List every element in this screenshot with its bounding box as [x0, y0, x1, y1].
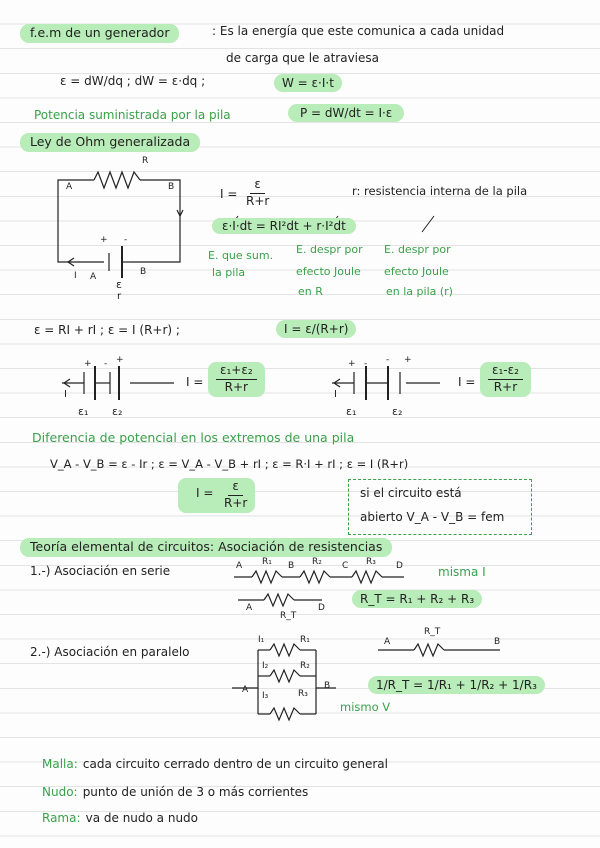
rt-serie-A: A: [246, 603, 253, 613]
serie-B: B: [288, 561, 295, 571]
balance-label-7: efecto Joule: [384, 265, 449, 278]
ddp-equation: V_A - V_B = ε - Ir ; ε = V_A - V_B + rI ; ε = R·I + rI ; ε = I (R+r): [50, 457, 409, 471]
rama-term: Rama:: [42, 811, 81, 825]
label-r: r: [117, 291, 122, 302]
misma-i: misma I: [438, 565, 486, 579]
left-e2: ε₂: [112, 405, 123, 418]
ddp-num: ε: [228, 480, 243, 496]
right-e1: ε₁: [346, 405, 357, 418]
label-minus: -: [124, 235, 128, 245]
rt-par-B: B: [494, 637, 501, 647]
serie-A: A: [236, 561, 243, 571]
fem-title: f.e.m de un generador: [20, 24, 179, 43]
label-I: I: [74, 271, 77, 281]
work-equation: W = ε·I·t: [274, 74, 342, 92]
ohm-equation-highlight: I = ε/(R+r): [276, 320, 356, 338]
nudo-text: punto de unión de 3 o más corrientes: [82, 785, 309, 799]
left-I: I: [64, 389, 67, 400]
ddp-title: Diferencia de potencial en los extremos de una pila: [32, 430, 355, 445]
label-plus: +: [100, 235, 108, 245]
energy-balance: ε·I·dt = RI²dt + r·I²dt: [212, 218, 356, 234]
par-I2: I₂: [262, 661, 269, 671]
rt-serie-D: D: [318, 603, 325, 613]
par-I3: I₃: [262, 691, 269, 701]
paralelo-label: 2.-) Asociación en paralelo: [30, 645, 190, 659]
ohm-title: Ley de Ohm generalizada: [20, 133, 200, 152]
paralelo-equation: 1/R_T = 1/R₁ + 1/R₂ + 1/R₃: [368, 676, 545, 694]
definition-malla: [42, 753, 388, 772]
right-I: I: [334, 389, 337, 400]
right-den: R+r: [493, 379, 518, 394]
par-I1: I₁: [258, 635, 265, 645]
nudo-term: Nudo:: [42, 785, 78, 799]
rt-serie-label: R_T: [280, 611, 297, 621]
serie-R2: R₂: [312, 557, 322, 567]
right-num: ε₁-ε₂: [488, 364, 523, 380]
ddp-i-lhs: I =: [196, 486, 214, 500]
balance-label-5: en R: [298, 285, 323, 298]
internal-resistance-note: r: resistencia interna de la pila: [352, 184, 528, 198]
malla-term: Malla:: [42, 757, 78, 771]
par-R2: R₂: [300, 661, 310, 671]
ohm-equation-line: ε = RI + rI ; ε = I (R+r) ;: [34, 323, 180, 337]
balance-label-4: efecto Joule: [296, 265, 361, 278]
balance-label-8: en la pila (r): [386, 285, 453, 298]
right-plus: +: [348, 359, 356, 369]
left-den: R+r: [224, 379, 248, 394]
definition-rama: [42, 807, 198, 826]
box-line-1: si el circuito está: [360, 486, 462, 500]
right-e2: ε₂: [392, 405, 403, 418]
mismo-v: mismo V: [340, 700, 391, 714]
balance-label-2: la pila: [212, 266, 246, 279]
serie-R1: R₁: [262, 557, 272, 567]
right-minus-2: -: [386, 355, 390, 365]
ddp-den: R+r: [224, 495, 248, 510]
par-A: A: [242, 685, 249, 695]
current-lhs: I =: [220, 187, 238, 201]
potencia-label: Potencia suministrada por la pila: [34, 108, 231, 122]
balance-label-1: E. que sum.: [208, 249, 274, 262]
current-denominator: R+r: [246, 193, 270, 208]
label-B: B: [168, 182, 175, 192]
label-A: A: [66, 182, 73, 192]
label-eps: ε: [116, 278, 122, 291]
left-plus: +: [84, 359, 92, 369]
right-current-fraction: [480, 362, 531, 397]
label-A2: A: [90, 272, 97, 282]
balance-label-3: E. despr por: [296, 243, 363, 256]
left-e1: ε₁: [78, 405, 89, 418]
box-line-2: abierto V_A - V_B = fem: [360, 510, 505, 524]
left-num: ε₁+ε₂: [216, 364, 257, 380]
serie-C: C: [342, 561, 349, 571]
label-B2: B: [140, 267, 147, 277]
balance-label-6: E. despr por: [384, 243, 451, 256]
par-B: B: [324, 681, 331, 691]
left-current-fraction: [208, 362, 265, 397]
serie-equation: R_T = R₁ + R₂ + R₃: [352, 590, 482, 608]
power-equation: P = dW/dt = I·ε: [288, 104, 404, 122]
serie-D: D: [396, 561, 403, 571]
label-R: R: [142, 156, 149, 166]
rama-text: va de nudo a nudo: [85, 811, 199, 825]
teoria-title: Teoría elemental de circuitos: Asociación de resistencias: [20, 538, 392, 557]
serie-R3: R₃: [366, 557, 376, 567]
current-numerator: ε: [250, 178, 265, 194]
rt-par-label: R_T: [424, 627, 441, 637]
par-R3: R₃: [298, 689, 308, 699]
current-fraction: [246, 178, 269, 209]
right-plus-2: +: [404, 355, 412, 365]
malla-text: cada circuito cerrado dentro de un circuito general: [82, 757, 388, 771]
right-i-lhs: I =: [458, 375, 476, 389]
par-R1: R₁: [300, 635, 310, 645]
ddp-current-fraction: [178, 478, 255, 513]
right-minus: -: [364, 359, 368, 369]
left-minus: -: [104, 359, 108, 369]
fem-def-line1: : Es la energía que este comunica a cada unidad: [212, 24, 505, 38]
definition-nudo: [42, 781, 308, 800]
rt-par-A: A: [384, 637, 391, 647]
left-plus-2: +: [116, 355, 124, 365]
fem-def-line2: de carga que le atraviesa: [226, 51, 379, 65]
left-i-lhs: I =: [186, 375, 204, 389]
serie-label: 1.-) Asociación en serie: [30, 564, 171, 578]
fem-equation: ε = dW/dq ; dW = ε·dq ;: [60, 74, 206, 88]
